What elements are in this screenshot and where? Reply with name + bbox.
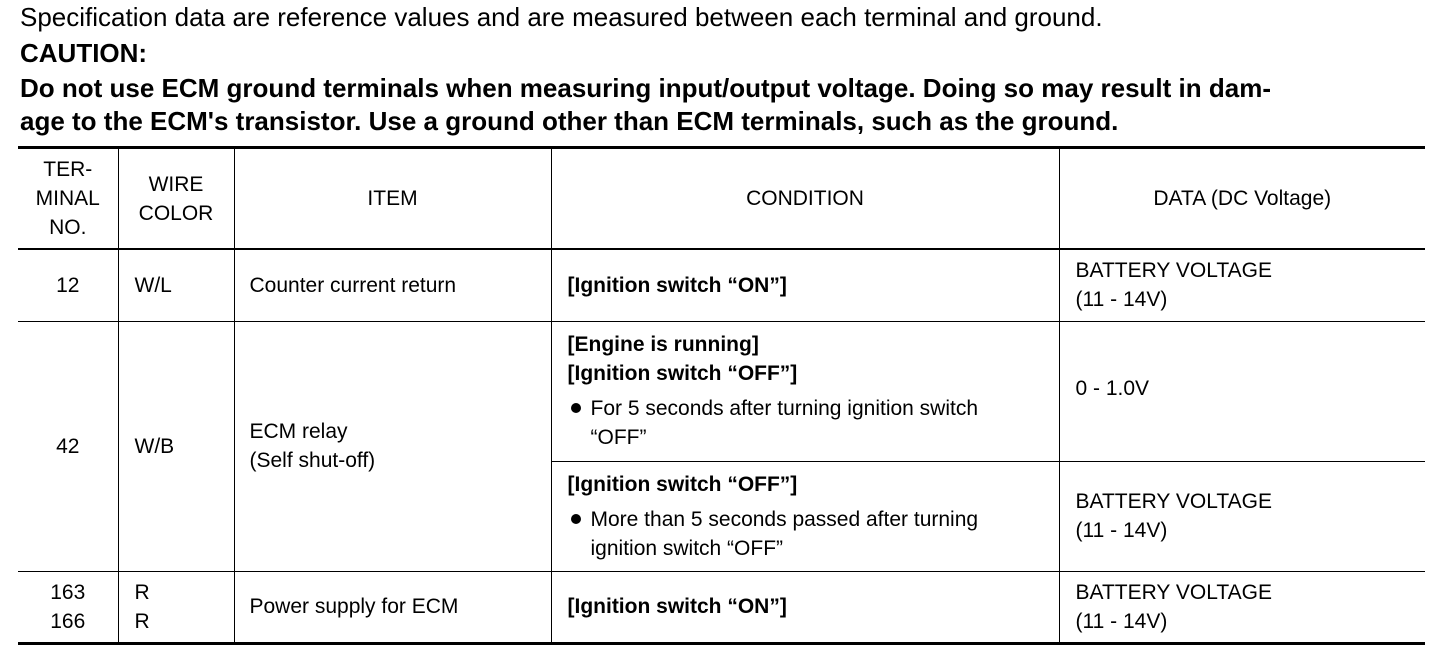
condition: [Ignition switch “ON”] <box>551 571 1059 643</box>
wire-color: W/B <box>118 321 234 571</box>
header-wire-color: WIRE COLOR <box>118 148 234 250</box>
table-row <box>18 249 1425 321</box>
terminal-no: 42 <box>18 321 118 571</box>
header-data: DATA (DC Voltage) <box>1059 148 1425 250</box>
header-item: ITEM <box>234 148 551 250</box>
bullet-icon <box>571 403 581 413</box>
condition: [Engine is running] [Ignition switch “OFF”] For 5 seconds after turning ignition switch “OFF” <box>551 321 1059 461</box>
condition: [Ignition switch “ON”] <box>551 249 1059 321</box>
header-condition: CONDITION <box>551 148 1059 250</box>
table-row <box>18 571 1425 643</box>
caution-line-1: Do not use ECM ground terminals when measuring input/output voltage. Doing so may result in dam- <box>20 73 1271 103</box>
data-value: BATTERY VOLTAGE (11 - 14V) <box>1059 461 1425 571</box>
data-value: 0 - 1.0V <box>1059 321 1425 461</box>
condition: [Ignition switch “OFF”] More than 5 seconds passed after turning ignition switch “OFF” <box>551 461 1059 571</box>
item: Counter current return <box>234 249 551 321</box>
terminal-no: 12 <box>18 249 118 321</box>
condition-bullet: More than 5 seconds passed after turning ignition switch “OFF” <box>568 505 1049 563</box>
terminal-spec-table <box>18 146 1425 645</box>
wire-color: R R <box>118 571 234 643</box>
caution-label: CAUTION: <box>20 38 148 68</box>
caution-line-2: age to the ECM's transistor. Use a ground other than ECM terminals, such as the ground. <box>20 106 1119 136</box>
wire-color: W/L <box>118 249 234 321</box>
caution-text <box>20 72 1425 138</box>
data-value: BATTERY VOLTAGE (11 - 14V) <box>1059 571 1425 643</box>
table-header-row <box>18 148 1425 250</box>
data-value: BATTERY VOLTAGE (11 - 14V) <box>1059 249 1425 321</box>
terminal-no: 163 166 <box>18 571 118 643</box>
intro-text: Specification data are reference values and are measured between each terminal and ground. <box>20 2 1103 32</box>
table-row <box>18 321 1425 461</box>
condition-bullet: For 5 seconds after turning ignition switch “OFF” <box>568 394 1049 452</box>
item: ECM relay (Self shut-off) <box>234 321 551 571</box>
item: Power supply for ECM <box>234 571 551 643</box>
bullet-icon <box>571 514 581 524</box>
header-terminal-no: TER- MINAL NO. <box>18 148 118 250</box>
